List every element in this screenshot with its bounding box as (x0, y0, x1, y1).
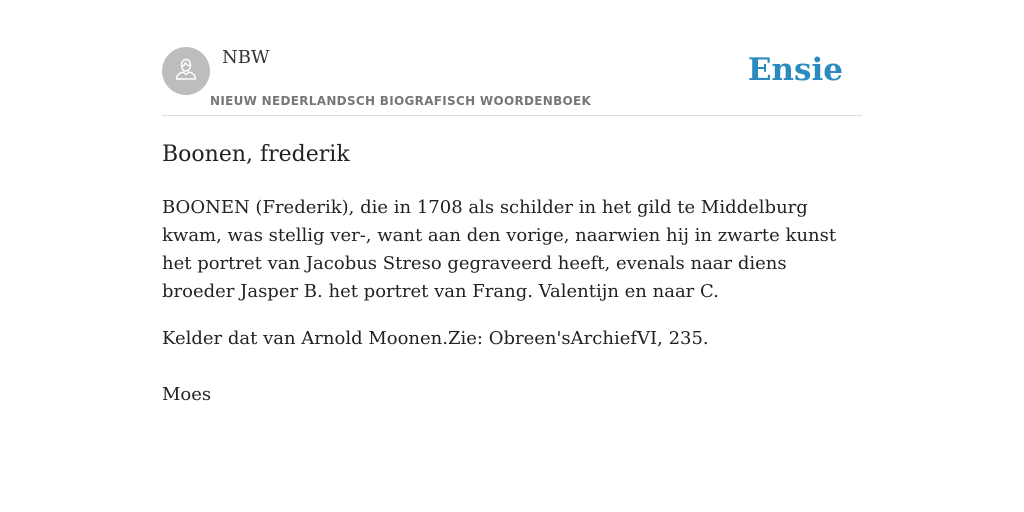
author-name: Moes (162, 384, 212, 405)
brand-logo[interactable]: Ensie (747, 52, 843, 88)
avatar[interactable] (162, 47, 210, 95)
article-title: Boonen, frederik (162, 142, 350, 167)
source-subtitle: NIEUW NEDERLANDSCH BIOGRAFISCH WOORDENBOEK (210, 94, 592, 108)
source-name[interactable]: NBW (222, 47, 270, 68)
article-paragraph: Kelder dat van Arnold Moonen.Zie: Obreen'sArchiefVI, 235. (162, 328, 709, 349)
article-paragraph: BOONEN (Frederik), die in 1708 als schilder in het gild te Middelburg kwam, was stellig ver-, want aan den vorige, naarwien hij in zwarte kunst het portret van Jacobus Streso gegraveerd heeft, evenals naar diens broeder Jasper B. het portret van Frang. Valentijn en naar C. (162, 197, 837, 302)
user-icon (172, 55, 200, 88)
page (162, 0, 862, 409)
source-header (162, 47, 862, 116)
